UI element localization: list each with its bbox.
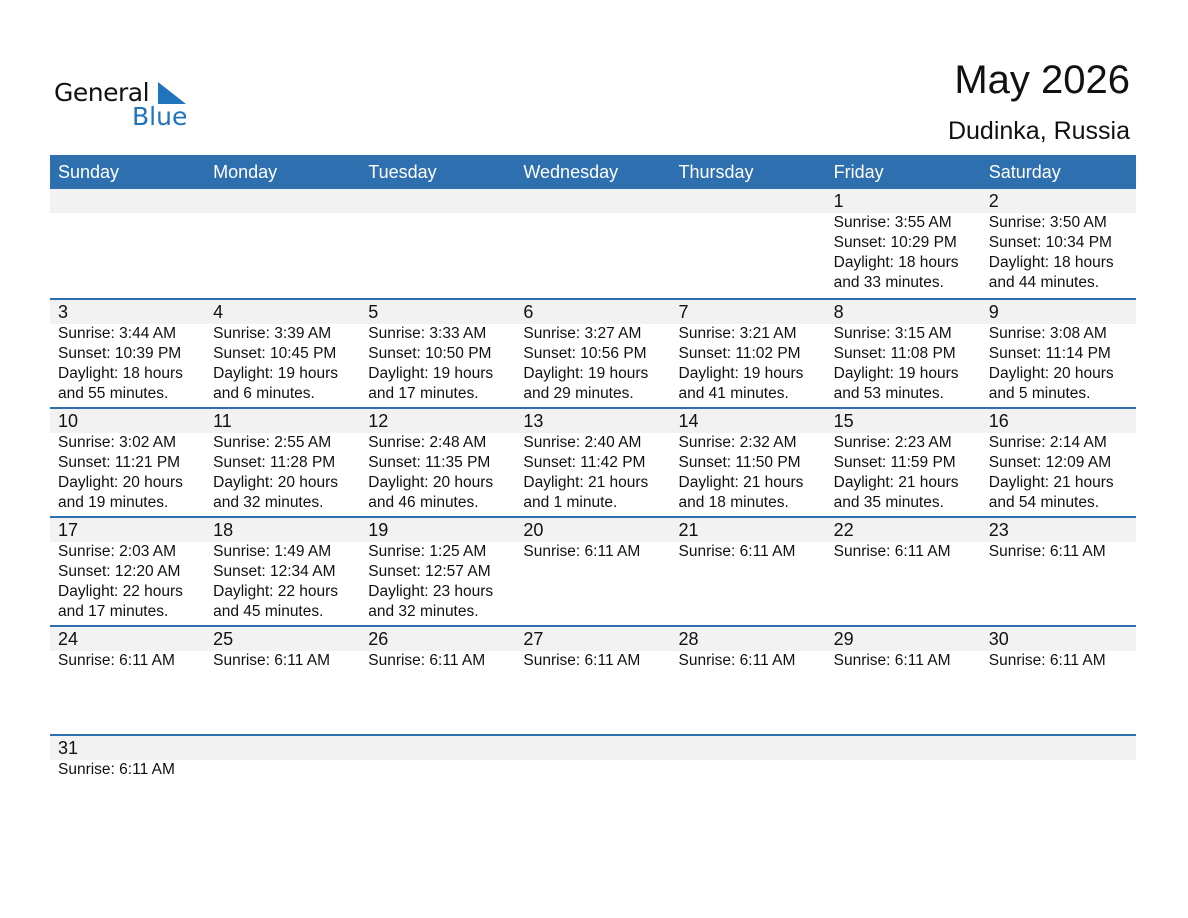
sun-info-line: Sunrise: 2:48 AM [368, 434, 487, 451]
day-cell [515, 409, 670, 513]
sun-info-line: Daylight: 20 hours [368, 474, 494, 491]
weekday-saturday: Saturday [988, 162, 1061, 182]
day-number: 7 [678, 302, 689, 322]
sun-info-line: Sunset: 11:21 PM [58, 454, 181, 471]
weekday-tuesday: Tuesday [368, 162, 437, 182]
day-number: 26 [368, 629, 389, 649]
day-cell [50, 409, 205, 513]
logo-general-text: General [54, 78, 150, 107]
day-number [368, 189, 515, 213]
day-cell [826, 518, 981, 622]
day-cell [515, 518, 670, 622]
sun-info-line: Sunrise: 1:49 AM [213, 543, 332, 560]
sun-info-line: Sunset: 12:57 AM [368, 563, 491, 580]
sun-info-line: Sunset: 11:02 PM [678, 345, 801, 362]
day-cell [360, 409, 515, 513]
sun-info-line: Sunrise: 2:14 AM [988, 434, 1107, 451]
sun-info-line: Sunset: 11:28 PM [213, 454, 336, 471]
sun-info-line: Daylight: 20 hours [58, 474, 183, 491]
day-number: 24 [58, 629, 79, 649]
sun-info-line: and 17 minutes. [58, 603, 169, 620]
sun-info-line: and 32 minutes. [213, 494, 324, 511]
day-cell [360, 300, 515, 404]
sun-info-line: Sunrise: 3:39 AM [213, 325, 332, 342]
sun-info-line: Sunrise: 2:03 AM [58, 543, 177, 560]
week-row [50, 516, 1136, 625]
day-cell [671, 518, 826, 622]
week-row [50, 189, 1136, 298]
sun-info-line: Sunrise: 6:11 AM [988, 543, 1106, 560]
sun-info-line: and 41 minutes. [678, 385, 789, 402]
sun-info-line: Sunset: 12:09 AM [988, 454, 1112, 471]
sun-info-line: Sunrise: 3:21 AM [678, 325, 797, 342]
week-row [50, 407, 1136, 516]
day-number: 3 [58, 302, 69, 322]
sun-info-line: Sunrise: 3:50 AM [988, 214, 1107, 231]
sun-info-line: Sunset: 11:08 PM [833, 345, 956, 362]
day-number: 29 [833, 629, 854, 649]
week-row [50, 734, 1136, 843]
day-number: 5 [368, 302, 379, 322]
day-cell [50, 189, 205, 293]
sun-info-line: Sunrise: 3:15 AM [833, 325, 952, 342]
day-number [58, 189, 205, 213]
day-number: 30 [988, 629, 1009, 649]
sun-info-line: Daylight: 21 hours [833, 474, 959, 491]
sun-info-line: Sunset: 10:50 PM [368, 345, 492, 362]
sun-info-line: and 33 minutes. [833, 274, 944, 291]
sun-info-line: Daylight: 22 hours [213, 583, 339, 600]
sun-info-line: and 5 minutes. [988, 385, 1091, 402]
sun-info-line: Sunset: 10:29 PM [833, 234, 957, 251]
sun-info-line: Daylight: 23 hours [368, 583, 494, 600]
sun-info-line: Daylight: 18 hours [988, 254, 1114, 271]
sun-info-line: Daylight: 19 hours [523, 365, 649, 382]
day-cell [981, 189, 1136, 293]
day-cell [826, 189, 981, 293]
sun-info-line: Sunrise: 2:23 AM [833, 434, 952, 451]
sun-info-line: and 55 minutes. [58, 385, 169, 402]
sun-info-line: Sunset: 10:45 PM [213, 345, 337, 362]
day-number: 4 [213, 302, 224, 322]
sun-info-line: Sunrise: 6:11 AM [678, 652, 796, 669]
day-number [213, 189, 360, 213]
sun-info-line: and 53 minutes. [833, 385, 944, 402]
day-number: 22 [833, 520, 854, 540]
sun-info-line: Sunset: 11:59 PM [833, 454, 956, 471]
day-cell [981, 409, 1136, 513]
day-cell [981, 627, 1136, 671]
day-number: 12 [368, 411, 389, 431]
sun-info-line: and 1 minute. [523, 494, 618, 511]
sun-info-line: Sunset: 10:34 PM [988, 234, 1112, 251]
day-number: 17 [58, 520, 79, 540]
day-cell [515, 300, 670, 404]
sun-info-line: Sunset: 11:50 PM [678, 454, 801, 471]
day-number: 6 [523, 302, 534, 322]
day-cell [205, 300, 360, 404]
day-number: 16 [988, 411, 1009, 431]
sun-info-line: Daylight: 19 hours [368, 365, 494, 382]
sun-info-line: Sunrise: 3:08 AM [988, 325, 1107, 342]
day-cell [981, 518, 1136, 622]
week-row [50, 298, 1136, 407]
day-number: 2 [988, 191, 999, 211]
day-number: 25 [213, 629, 234, 649]
logo-blue-text: Blue [132, 102, 188, 131]
day-number: 31 [58, 738, 79, 758]
sun-info-line: and 45 minutes. [213, 603, 324, 620]
day-number: 8 [833, 302, 844, 322]
sun-info-line: Sunrise: 6:11 AM [833, 652, 951, 669]
day-cell [205, 409, 360, 513]
weekday-wednesday: Wednesday [523, 162, 619, 182]
day-number: 11 [213, 411, 232, 431]
day-cell [360, 627, 515, 671]
sun-info-line: and 44 minutes. [988, 274, 1100, 291]
day-number [679, 189, 826, 213]
sun-info-line: Sunrise: 6:11 AM [58, 652, 175, 669]
sun-info-line: Sunrise: 2:40 AM [523, 434, 642, 451]
day-cell [826, 300, 981, 404]
sun-info-line: Sunrise: 6:11 AM [368, 652, 486, 669]
page-title: May 2026 [954, 58, 1130, 102]
day-number: 20 [523, 520, 544, 540]
weekday-thursday: Thursday [678, 162, 754, 182]
sun-info-line: Sunrise: 3:27 AM [523, 325, 642, 342]
day-number: 21 [678, 520, 699, 540]
sun-info-line: Sunrise: 6:11 AM [58, 761, 175, 778]
sun-info-line: and 6 minutes. [213, 385, 315, 402]
sun-info-line: Sunset: 12:20 AM [58, 563, 181, 580]
sun-info-line: Sunset: 11:35 PM [368, 454, 491, 471]
sun-info-line: Sunrise: 3:02 AM [58, 434, 177, 451]
sun-info-line: and 54 minutes. [988, 494, 1100, 511]
sun-info-line: Sunrise: 3:44 AM [58, 325, 177, 342]
sun-info-line: and 17 minutes. [368, 385, 479, 402]
day-cell [826, 627, 981, 671]
sun-info-line: Sunset: 11:42 PM [523, 454, 646, 471]
sun-info-line: Daylight: 20 hours [988, 365, 1114, 382]
day-number [523, 189, 670, 213]
day-cell [515, 627, 670, 671]
day-cell [205, 518, 360, 622]
sun-info-line: and 32 minutes. [368, 603, 479, 620]
day-number: 9 [988, 302, 999, 322]
day-number: 27 [523, 629, 544, 649]
sun-info-line: Sunset: 12:34 AM [213, 563, 336, 580]
weekday-sunday: Sunday [58, 162, 120, 182]
day-cell [50, 300, 205, 404]
sun-info-line: and 29 minutes. [523, 385, 634, 402]
day-number: 19 [368, 520, 389, 540]
sun-info-line: Daylight: 18 hours [58, 365, 183, 382]
day-number: 13 [523, 411, 544, 431]
day-cell [671, 627, 826, 671]
day-cell [981, 300, 1136, 404]
day-cell [360, 518, 515, 622]
sun-info-line: Sunset: 10:56 PM [523, 345, 647, 362]
sun-info-line: Daylight: 19 hours [833, 365, 959, 382]
day-cell [671, 189, 826, 293]
sun-info-line: Sunrise: 6:11 AM [988, 652, 1106, 669]
day-number: 28 [678, 629, 699, 649]
week-row [50, 625, 1136, 734]
sun-info-line: Sunrise: 6:11 AM [678, 543, 796, 560]
sun-info-line: Daylight: 21 hours [988, 474, 1114, 491]
day-cell [515, 189, 670, 293]
day-cell [360, 189, 515, 293]
weekday-header [50, 155, 1136, 189]
sun-info-line: Daylight: 20 hours [213, 474, 339, 491]
sun-info-line: and 18 minutes. [678, 494, 789, 511]
logo-triangle-icon [158, 82, 186, 104]
day-number: 1 [833, 191, 844, 211]
sun-info-line: Daylight: 19 hours [213, 365, 339, 382]
sun-info-line: Daylight: 18 hours [833, 254, 959, 271]
day-number: 14 [678, 411, 699, 431]
sun-info-line: Sunrise: 6:11 AM [833, 543, 951, 560]
sun-info-line: Sunrise: 3:33 AM [368, 325, 487, 342]
calendar-grid [50, 155, 1136, 843]
sun-info-line: and 35 minutes. [833, 494, 944, 511]
day-cell [205, 189, 360, 293]
location: Dudinka, Russia [947, 117, 1130, 145]
day-number: 23 [988, 520, 1009, 540]
sun-info-line: Sunrise: 2:32 AM [678, 434, 797, 451]
sun-info-line: and 46 minutes. [368, 494, 479, 511]
sun-info-line: Daylight: 21 hours [523, 474, 649, 491]
weekday-monday: Monday [213, 162, 278, 182]
day-number: 10 [58, 411, 79, 431]
sun-info-line: Sunrise: 2:55 AM [213, 434, 332, 451]
sun-info-line: Daylight: 19 hours [678, 365, 804, 382]
sun-info-line: Sunset: 10:39 PM [58, 345, 182, 362]
day-cell [205, 627, 360, 671]
day-cell [50, 518, 205, 622]
sun-info-line: Sunrise: 6:11 AM [213, 652, 331, 669]
sun-info-line: Sunrise: 1:25 AM [368, 543, 487, 560]
sun-info-line: Daylight: 22 hours [58, 583, 183, 600]
day-cell [50, 736, 205, 780]
sun-info-line: Sunrise: 3:55 AM [833, 214, 952, 231]
day-cell [671, 409, 826, 513]
day-cell [826, 409, 981, 513]
day-cell [671, 300, 826, 404]
sun-info-line: Sunrise: 6:11 AM [523, 543, 641, 560]
sun-info-line: and 19 minutes. [58, 494, 169, 511]
sun-info-line: Sunset: 11:14 PM [988, 345, 1111, 362]
sun-info-line: Sunrise: 6:11 AM [523, 652, 641, 669]
sun-info-line: Daylight: 21 hours [678, 474, 804, 491]
weekday-friday: Friday [833, 162, 884, 182]
day-cell [50, 627, 205, 671]
day-number: 15 [833, 411, 854, 431]
day-number: 18 [213, 520, 234, 540]
